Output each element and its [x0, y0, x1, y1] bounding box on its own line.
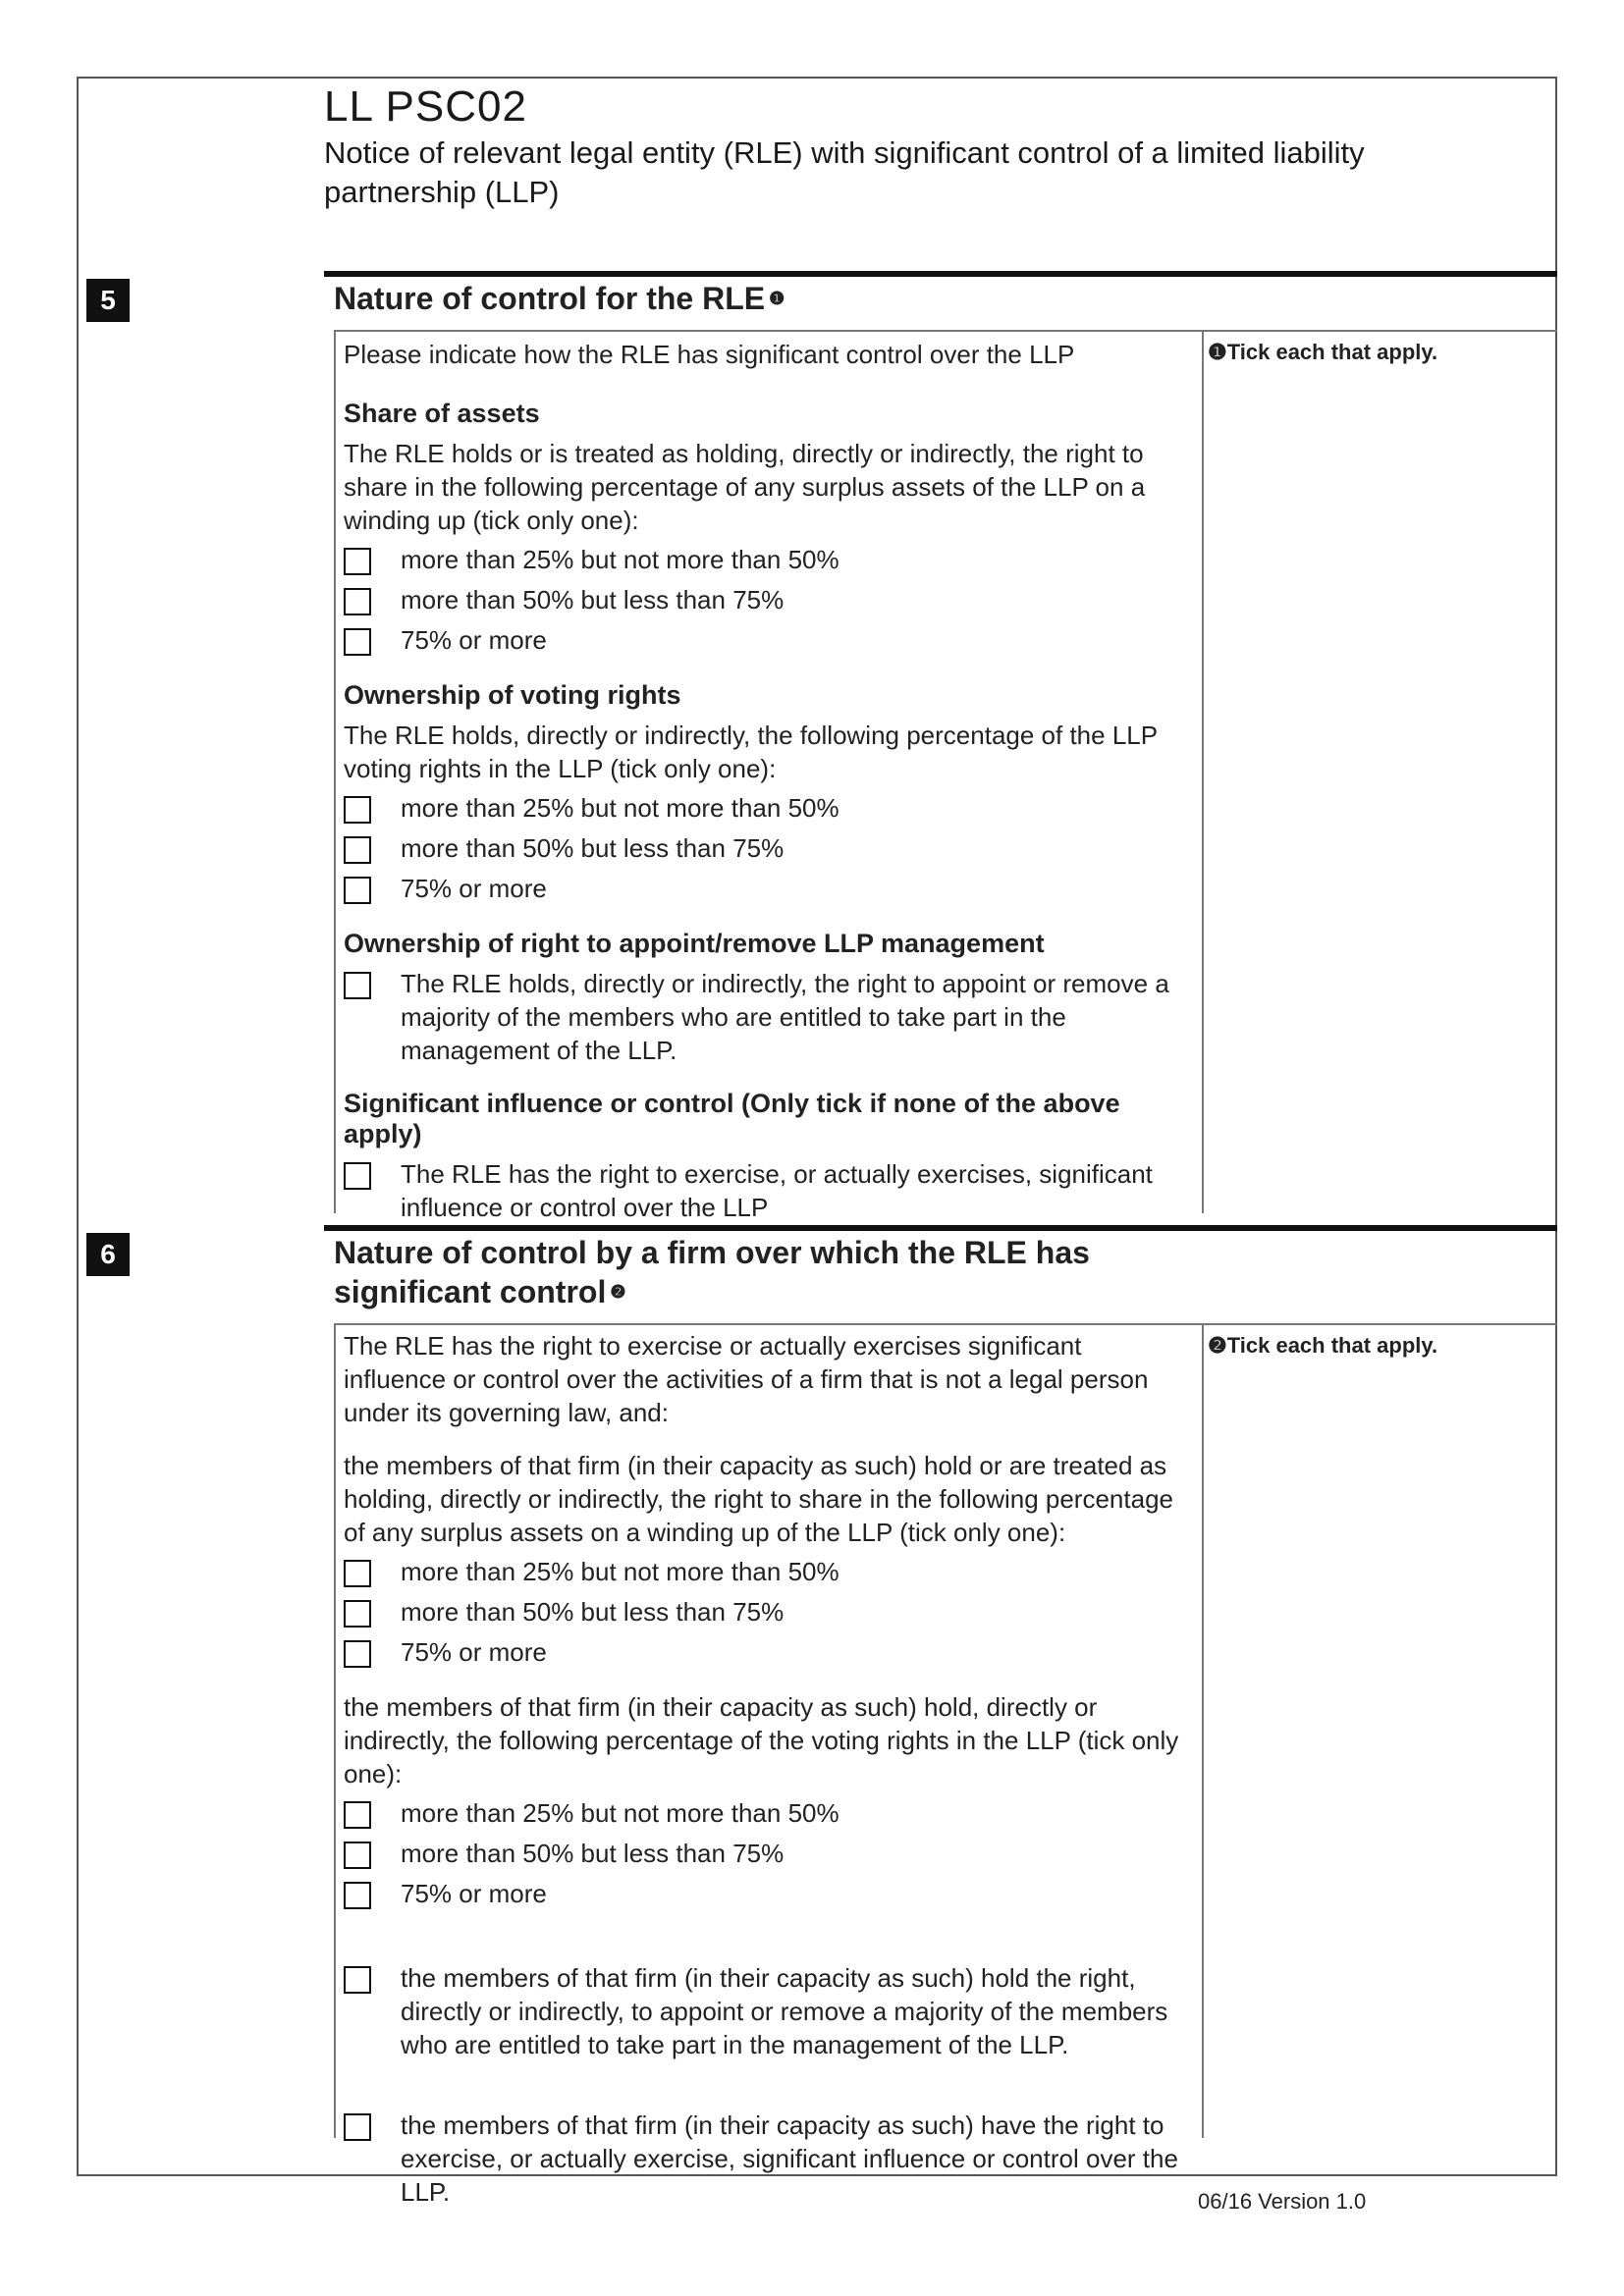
voting-rights-heading: Ownership of voting rights	[344, 680, 681, 710]
version-footer: 06/16 Version 1.0	[1198, 2189, 1367, 2214]
s6-influence-opt[interactable]: the members of that firm (in their capacity as such) have the right to exercise, or actually exercise, significant influence or control over the LLP.	[344, 2109, 1188, 2209]
s5-share-opt-2[interactable]: more than 50% but less than 75%	[344, 583, 1188, 616]
s5-voting-opt-3[interactable]: 75% or more	[344, 872, 1188, 905]
influence-heading-paren: (Only tick if none of the above apply)	[344, 1089, 1120, 1148]
s5-voting-opt-1[interactable]: more than 25% but not more than 50%	[344, 791, 1188, 825]
section-6-rule	[324, 1225, 1557, 1231]
share-of-assets-text: The RLE holds or is treated as holding, directly or indirectly, the right to share in the following percentage of any surplus assets of the LLP on a winding up (tick only one):	[344, 439, 1146, 535]
section-6-title	[334, 1233, 1090, 1311]
checkbox[interactable]	[344, 877, 371, 904]
s5-voting-opt-2[interactable]: more than 50% but less than 75%	[344, 831, 1188, 865]
checkbox[interactable]	[344, 628, 371, 656]
checkbox[interactable]	[344, 548, 371, 575]
checkbox[interactable]	[344, 1560, 371, 1587]
checkbox[interactable]	[344, 1640, 371, 1668]
influence-heading	[344, 1089, 1188, 1149]
s5-appoint-opt[interactable]: The RLE holds, directly or indirectly, the right to appoint or remove a majority of the members who are entitled to take part in the management of the LLP.	[344, 967, 1188, 1067]
note-marker-1: ❶	[769, 289, 785, 308]
section-6-box-divider	[1202, 1323, 1204, 2138]
checkbox[interactable]	[344, 836, 371, 864]
section-5-title	[334, 279, 785, 318]
influence-heading-text: Significant influence or control	[344, 1089, 734, 1118]
section-5-intro: Please indicate how the RLE has significant control over the LLP	[344, 340, 1075, 369]
s6-voting-opt-2[interactable]: more than 50% but less than 75%	[344, 1837, 1188, 1870]
form-title: Notice of relevant legal entity (RLE) with significant control of a limited liability partnership (LLP)	[324, 135, 1365, 209]
frame-left-border	[77, 77, 79, 2176]
appoint-heading: Ownership of right to appoint/remove LLP management	[344, 929, 1045, 958]
section-6-badge: 6	[86, 1233, 130, 1276]
section-5-box-top	[334, 330, 1557, 332]
checkbox[interactable]	[344, 972, 371, 999]
section-5-badge: 5	[86, 279, 130, 322]
frame-right-border	[1555, 77, 1557, 2176]
section-6-title-line2-wrap	[334, 1272, 1090, 1311]
checkbox[interactable]	[344, 588, 371, 615]
s6-share-opt-3[interactable]: 75% or more	[344, 1635, 1188, 1669]
s5-influence-opt[interactable]: The RLE has the right to exercise, or actually exercises, significant influence or control over the LLP	[344, 1157, 1188, 1224]
s6-voting-text: the members of that firm (in their capacity as such) hold, directly or indirectly, the following percentage of the voting rights in the LLP (tick only one):	[344, 1692, 1179, 1789]
frame-top-border	[77, 77, 1557, 79]
checkbox[interactable]	[344, 1600, 371, 1628]
section-6-box-top	[334, 1323, 1557, 1325]
s5-share-opt-1[interactable]: more than 25% but not more than 50%	[344, 543, 1188, 576]
checkbox[interactable]	[344, 2113, 371, 2141]
section-5-title-text: Nature of control for the RLE	[334, 281, 766, 316]
section-5-box-left	[334, 330, 336, 1213]
section-6-side-note: ❷Tick each that apply.	[1208, 1333, 1438, 1358]
note-marker-2: ❷	[610, 1282, 626, 1302]
section-5-content	[344, 338, 1188, 1224]
share-of-assets-heading: Share of assets	[344, 399, 540, 428]
section-6-content	[344, 1329, 1188, 2209]
checkbox[interactable]	[344, 1966, 371, 1994]
s6-share-opt-1[interactable]: more than 25% but not more than 50%	[344, 1555, 1188, 1588]
form-code: LL PSC02	[324, 82, 527, 131]
checkbox[interactable]	[344, 1162, 371, 1190]
checkbox[interactable]	[344, 1801, 371, 1829]
checkbox[interactable]	[344, 1882, 371, 1909]
section-5-rule	[324, 271, 1557, 277]
s5-share-opt-3[interactable]: 75% or more	[344, 623, 1188, 657]
section-6-intro: The RLE has the right to exercise or actually exercises significant influence or control over the activities of a firm that is not a legal person under its governing law, and:	[344, 1331, 1149, 1427]
section-6-title-line1: Nature of control by a firm over which the RLE has	[334, 1235, 1090, 1270]
section-6-title-line2: significant control	[334, 1274, 607, 1309]
section-5-side-note: ❶Tick each that apply.	[1208, 340, 1438, 364]
checkbox[interactable]	[344, 1842, 371, 1869]
section-6-box-left	[334, 1323, 336, 2138]
section-5-box-divider	[1202, 330, 1204, 1213]
checkbox[interactable]	[344, 796, 371, 824]
s6-share-opt-2[interactable]: more than 50% but less than 75%	[344, 1595, 1188, 1629]
s6-voting-opt-3[interactable]: 75% or more	[344, 1877, 1188, 1910]
voting-rights-text: The RLE holds, directly or indirectly, the following percentage of the LLP voting rights in the LLP (tick only one):	[344, 721, 1158, 783]
s6-voting-opt-1[interactable]: more than 25% but not more than 50%	[344, 1796, 1188, 1830]
s6-share-text: the members of that firm (in their capacity as such) hold or are treated as holding, directly or indirectly, the right to share in the following percentage of any surplus assets on a winding up of the LLP (tick only one):	[344, 1451, 1173, 1547]
s6-appoint-opt[interactable]: the members of that firm (in their capacity as such) hold the right, directly or indirectly, to appoint or remove a majority of the members who are entitled to take part in the management of the LLP.	[344, 1961, 1188, 2061]
